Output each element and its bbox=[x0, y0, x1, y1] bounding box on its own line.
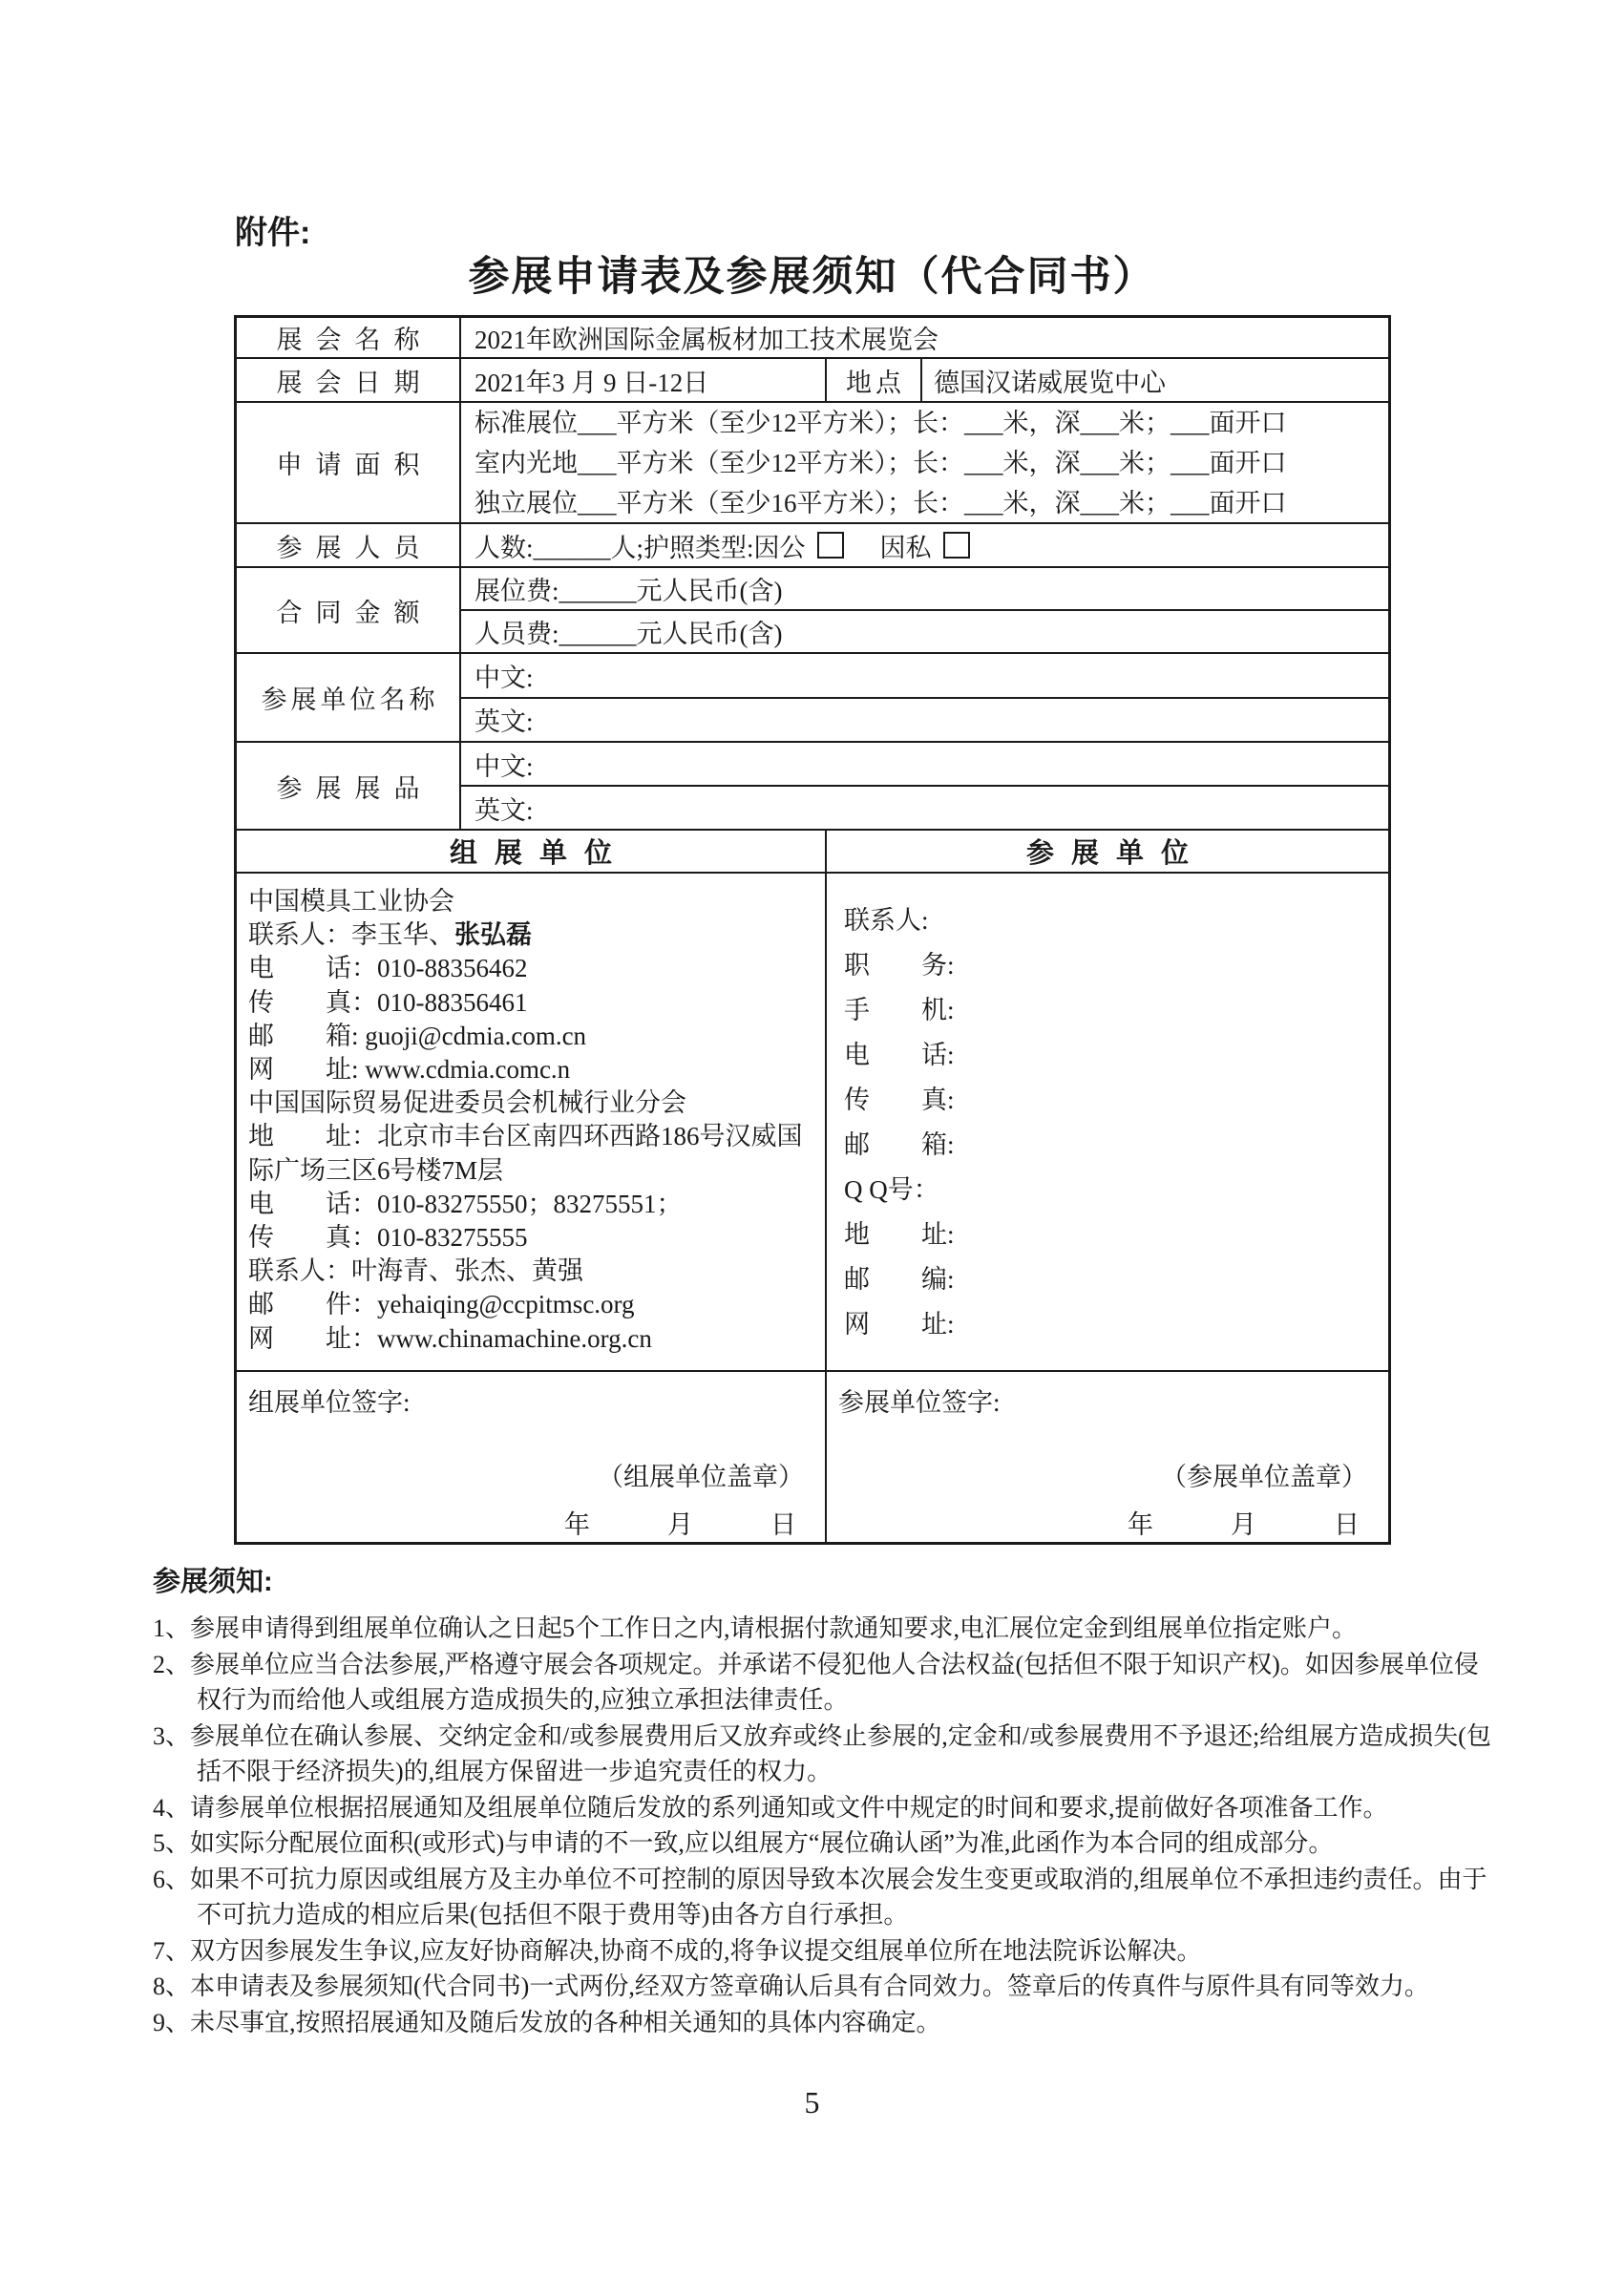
page-number: 5 bbox=[804, 2085, 820, 2120]
exhibitor-email-field: 邮 箱: bbox=[844, 1130, 955, 1159]
note-item-6: 6、如果不可抗力原因或组展方及主办单位不可控制的原因导致本次展会发生变更或取消的,组展单位不承担违约责任。由于不可抗力造成的相应后果(包括但不限于费用等)由各方自行承担。 bbox=[153, 1865, 1487, 1929]
exhibits-cn: 中文: bbox=[461, 743, 1388, 787]
location-value: 德国汉诺威展览中心 bbox=[934, 368, 1166, 397]
exhibitor-contact-field: 联系人: bbox=[844, 906, 929, 935]
official-passport-checkbox[interactable] bbox=[817, 532, 844, 559]
exhibition-notes bbox=[153, 1560, 1495, 2040]
booth-fee: 展位费:______元人民币(含) bbox=[461, 568, 1388, 611]
exhibitor-postcode-field: 邮 编: bbox=[844, 1265, 955, 1294]
exhibition-date-label: 展会日期 bbox=[237, 359, 461, 401]
participants-label: 参展人员 bbox=[237, 524, 461, 566]
participants-value bbox=[461, 524, 1388, 566]
organizer-date-line: 年 月 日 bbox=[564, 1510, 796, 1539]
organizer-signature-label: 组展单位签字: bbox=[248, 1388, 411, 1417]
note-item-1: 1、参展申请得到组展单位确认之日起5个工作日之内,请根据付款通知要求,电汇展位定金到组展单位指定账户。 bbox=[153, 1614, 1358, 1642]
row-exhibits bbox=[237, 743, 1388, 831]
attachment-label: 附件: bbox=[235, 215, 311, 251]
private-passport-checkbox[interactable] bbox=[943, 532, 970, 559]
applied-area-label: 申请面积 bbox=[237, 403, 461, 522]
exhibitor-info bbox=[827, 874, 1388, 1370]
organizer-email-2: 邮 件：yehaiqing@ccpitmsc.org bbox=[248, 1290, 635, 1319]
exhibition-date-value: 2021年3 月 9 日-12日 bbox=[461, 359, 827, 401]
exhibitor-seal-label: （参展单位盖章） bbox=[1161, 1463, 1367, 1491]
notes-title: 参展须知: bbox=[153, 1567, 273, 1597]
area-option-indoor-space: 室内光地___平方米（至少12平方米）；长：___米，深___米；___面开口 bbox=[475, 448, 1287, 477]
exhibitor-name-label: 参展单位名称 bbox=[237, 654, 461, 741]
organizer-name-2: 中国国际贸易促进委员会机械行业分会 bbox=[248, 1088, 686, 1118]
page-title: 参展申请表及参展须知（代合同书） bbox=[468, 255, 1156, 300]
area-option-independent-booth: 独立展位___平方米（至少16平方米）；长：___米，深___米；___面开口 bbox=[475, 488, 1287, 517]
note-item-9: 9、未尽事宜,按照招展通知及随后发放的各种相关通知的具体内容确定。 bbox=[153, 2008, 941, 2036]
exhibitor-mobile-field: 手 机: bbox=[844, 996, 955, 1024]
participants-count-text: 人数:______人;护照类型:因公 bbox=[475, 533, 806, 562]
row-exhibition-name bbox=[237, 318, 1388, 359]
organizer-contact-name-bold: 张弘磊 bbox=[454, 920, 532, 950]
organizer-section-header: 组展单位 bbox=[237, 831, 827, 872]
organizer-website-1: 网 址: www.cdmia.comc.n bbox=[248, 1055, 571, 1085]
row-exhibitor-name bbox=[237, 654, 1388, 743]
area-option-standard-booth: 标准展位___平方米（至少12平方米）；长：___米，深___米；___面开口 bbox=[475, 408, 1287, 437]
contract-amount-values bbox=[461, 568, 1388, 652]
exhibitor-signature-label: 参展单位签字: bbox=[838, 1388, 1001, 1417]
note-item-3: 3、参展单位在确认参展、交纳定金和/或参展费用后又放弃或终止参展的,定金和/或参展费用不予退还;给组展方造成损失(包括不限于经济损失)的,组展方保留进一步追究责任的权力。 bbox=[153, 1721, 1491, 1785]
row-participants bbox=[237, 524, 1388, 568]
organizer-website-2: 网 址：www.chinamachine.org.cn bbox=[248, 1323, 652, 1353]
note-item-5: 5、如实际分配展位面积(或形式)与申请的不一致,应以组展方“展位确认函”为准,此函作为本合同的组成部分。 bbox=[153, 1829, 1334, 1857]
row-section-headers bbox=[237, 831, 1388, 874]
organizer-phone-1: 电 话：010-88356462 bbox=[248, 954, 528, 983]
exhibits-en: 英文: bbox=[475, 795, 534, 825]
row-exhibition-date bbox=[237, 359, 1388, 403]
application-form-table bbox=[234, 315, 1391, 1545]
location-label: 地点 bbox=[827, 359, 922, 401]
organizer-phone-2: 电 话：010-83275550；83275551； bbox=[248, 1189, 683, 1218]
row-signatures bbox=[237, 1372, 1388, 1542]
exhibitor-website-field: 网 址: bbox=[844, 1310, 955, 1339]
exhibits-label: 参展展品 bbox=[237, 743, 461, 829]
exhibitor-qq-field: Q Q号： bbox=[844, 1175, 939, 1204]
exhibitor-name-values bbox=[461, 654, 1388, 741]
organizer-address-2: 地 址：北京市丰台区南四环西路186号汉威国际广场三区6号楼7M层 bbox=[248, 1122, 803, 1185]
organizer-email-1: 邮 箱: guoji@cdmia.com.cn bbox=[248, 1021, 587, 1050]
exhibitor-name-en: 英文: bbox=[475, 707, 534, 737]
organizer-fax-1: 传 真：010-88356461 bbox=[248, 987, 528, 1017]
exhibitor-name-cn: 中文: bbox=[461, 654, 1388, 699]
organizer-fax-2: 传 真：010-83275555 bbox=[248, 1223, 528, 1253]
exhibition-name-label: 展会名称 bbox=[237, 318, 461, 357]
exhibitor-position-field: 职 务: bbox=[844, 951, 955, 980]
note-item-8: 8、本申请表及参展须知(代合同书)一式两份,经双方签章确认后具有合同效力。签章后的传真件与原件具有同等效力。 bbox=[153, 1972, 1429, 2000]
row-contact-info bbox=[237, 874, 1388, 1372]
organizer-signature-cell bbox=[237, 1372, 827, 1542]
row-contract-amount bbox=[237, 568, 1388, 654]
applied-area-options bbox=[461, 403, 1388, 522]
organizer-contact-names: 联系人：李玉华、 bbox=[248, 920, 454, 950]
exhibitor-section-header: 参展单位 bbox=[1025, 838, 1206, 869]
organizer-contacts-2: 联系人：叶海青、张杰、黄强 bbox=[248, 1256, 583, 1286]
exhibitor-date-line: 年 月 日 bbox=[1128, 1510, 1360, 1539]
exhibits-values bbox=[461, 743, 1388, 829]
exhibitor-address-field: 地 址: bbox=[844, 1220, 955, 1249]
exhibitor-phone-field: 电 话: bbox=[844, 1041, 955, 1069]
note-item-4: 4、请参展单位根据招展通知及组展单位随后发放的系列通知或文件中规定的时间和要求,提前做好各项准备工作。 bbox=[153, 1793, 1388, 1822]
row-applied-area bbox=[237, 403, 1388, 524]
exhibitor-fax-field: 传 真: bbox=[844, 1086, 955, 1114]
note-item-7: 7、双方因参展发生争议,应友好协商解决,协商不成的,将争议提交组展单位所在地法院诉讼解决。 bbox=[153, 1936, 1202, 1965]
personnel-fee: 人员费:______元人民币(含) bbox=[475, 620, 783, 648]
exhibitor-signature-cell bbox=[827, 1372, 1388, 1542]
organizer-name-1: 中国模具工业协会 bbox=[248, 887, 454, 916]
private-passport-label: 因私 bbox=[879, 533, 932, 562]
exhibition-name-value: 2021年欧洲国际金属板材加工技术展览会 bbox=[475, 326, 939, 354]
contract-amount-label: 合同金额 bbox=[237, 568, 461, 652]
note-item-2: 2、参展单位应当合法参展,严格遵守展会各项规定。并承诺不侵犯他人合法权益(包括但不限于知识产权)。如因参展单位侵权行为而给他人或组展方造成损失的,应独立承担法律责任。 bbox=[153, 1650, 1479, 1714]
organizer-contact-line bbox=[248, 918, 817, 952]
organizer-seal-label: （组展单位盖章） bbox=[598, 1463, 804, 1491]
organizer-info bbox=[237, 874, 827, 1370]
